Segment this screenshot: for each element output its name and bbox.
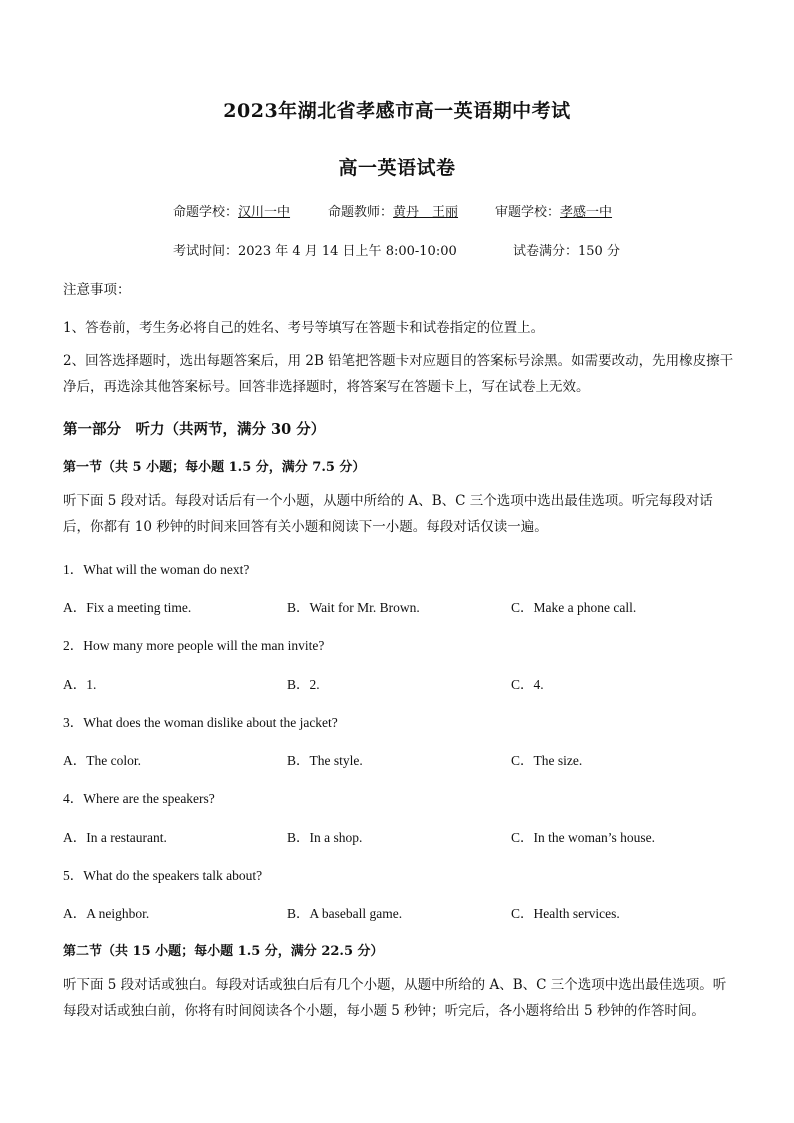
- notes-heading: 注意事项：: [63, 282, 131, 298]
- option-c: C．Make a phone call.: [511, 600, 637, 615]
- school-label: 命题学校：: [173, 205, 239, 220]
- section1-intro: 听下面 5 段对话。每段对话后有一个小题，从题中所给的 A、B、C 三个选项中选出最佳选项。听完每段对话后，你都有 10 秒钟的时间来回答有关小题和阅读下一小题。每段对话仅读一遍。: [63, 493, 713, 535]
- option-a: A．1.: [63, 677, 97, 692]
- full-score: 试卷满分：150 分: [513, 244, 620, 259]
- section1-heading: 第一节（共 5 小题；每小题 1.5 分，满分 7.5 分）: [63, 460, 366, 475]
- question-stem: 2．How many more people will the man invite?: [63, 638, 325, 653]
- option-b: B．2.: [287, 677, 320, 692]
- review-info: [495, 201, 612, 220]
- exam-time: 考试时间：2023 年 4 月 14 日上午 8:00-10:00: [173, 244, 457, 259]
- option-a: A．The color.: [63, 753, 141, 768]
- option-a: A．A neighbor.: [63, 906, 150, 921]
- exam-title: 2023年湖北省孝感市高一英语期中考试: [223, 100, 571, 122]
- section2-intro: 听下面 5 段对话或独白。每段对话或独白后有几个小题，从题中所给的 A、B、C 三个选项中选出最佳选项。听每段对话或独白前，你将有时间阅读各个小题，每小题 5 秒钟；听完后，各小题将给出 5 秒钟的作答时间。: [63, 977, 727, 1019]
- option-c: C．In the woman’s house.: [511, 830, 655, 845]
- option-a: A．Fix a meeting time.: [63, 600, 192, 615]
- teacher-label: 命题教师：: [328, 205, 394, 220]
- exam-subtitle: 高一英语试卷: [338, 157, 456, 179]
- option-b: B．A baseball game.: [287, 906, 403, 921]
- section2-heading: 第二节（共 15 小题；每小题 1.5 分，满分 22.5 分）: [63, 944, 384, 959]
- teacher-names: 黄丹 王丽: [393, 205, 459, 220]
- question-stem: 5．What do the speakers talk about?: [63, 868, 263, 883]
- option-b: B．The style.: [287, 753, 363, 768]
- question-stem: 4．Where are the speakers?: [63, 791, 215, 806]
- option-b: B．Wait for Mr. Brown.: [287, 600, 420, 615]
- school-info: [173, 201, 290, 220]
- option-c: C．4.: [511, 677, 544, 692]
- question-stem: 1．What will the woman do next?: [63, 562, 250, 577]
- option-c: C．Health services.: [511, 906, 620, 921]
- teacher-info: [328, 201, 458, 220]
- option-c: C．The size.: [511, 753, 583, 768]
- part1-heading: 第一部分 听力（共两节，满分 30 分）: [63, 421, 326, 438]
- note-item-2: 2、回答选择题时，选出每题答案后，用 2B 铅笔把答题卡对应题目的答案标号涂黑。如需要改动，先用橡皮擦干净后，再选涂其他答案标号。回答非选择题时，将答案写在答题卡上，写在试卷上无效。: [63, 353, 734, 395]
- option-b: B．In a shop.: [287, 830, 363, 845]
- review-school: 孝感一中: [560, 205, 613, 220]
- note-item-1: 1、答卷前，考生务必将自己的姓名、考号等填写在答题卡和试卷指定的位置上。: [63, 320, 545, 336]
- question-stem: 3．What does the woman dislike about the jacket?: [63, 715, 338, 730]
- option-a: A．In a restaurant.: [63, 830, 167, 845]
- school-name: 汉川一中: [238, 205, 291, 220]
- review-label: 审题学校：: [495, 205, 561, 220]
